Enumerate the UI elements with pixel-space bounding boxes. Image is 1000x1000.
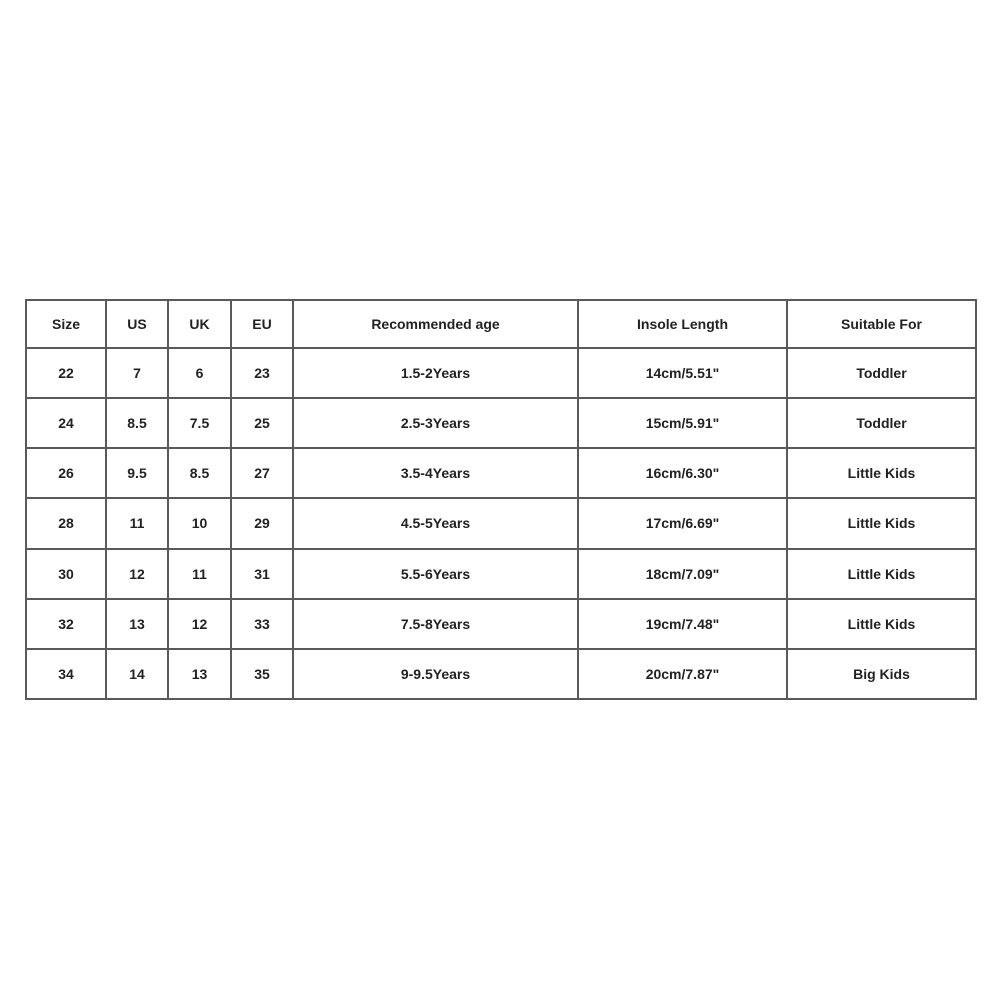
cell-recommended-age: 7.5-8Years: [293, 599, 578, 649]
cell-us: 7: [106, 348, 168, 398]
size-chart-table: [25, 299, 977, 700]
cell-recommended-age: 4.5-5Years: [293, 498, 578, 548]
cell-uk: 8.5: [168, 448, 231, 498]
header-suitable-for: Suitable For: [787, 300, 976, 348]
cell-size: 28: [26, 498, 106, 548]
cell-eu: 23: [231, 348, 293, 398]
table-row: [26, 398, 976, 448]
cell-insole-length: 16cm/6.30": [578, 448, 787, 498]
header-size: Size: [26, 300, 106, 348]
cell-suitable-for: Toddler: [787, 398, 976, 448]
cell-size: 32: [26, 599, 106, 649]
cell-us: 14: [106, 649, 168, 699]
cell-eu: 33: [231, 599, 293, 649]
cell-suitable-for: Little Kids: [787, 549, 976, 599]
cell-size: 22: [26, 348, 106, 398]
cell-uk: 11: [168, 549, 231, 599]
cell-size: 26: [26, 448, 106, 498]
cell-size: 34: [26, 649, 106, 699]
table-header-row: [26, 300, 976, 348]
table-row: [26, 599, 976, 649]
cell-us: 12: [106, 549, 168, 599]
cell-recommended-age: 5.5-6Years: [293, 549, 578, 599]
cell-recommended-age: 1.5-2Years: [293, 348, 578, 398]
cell-suitable-for: Toddler: [787, 348, 976, 398]
cell-suitable-for: Big Kids: [787, 649, 976, 699]
cell-us: 11: [106, 498, 168, 548]
table-row: [26, 348, 976, 398]
cell-size: 24: [26, 398, 106, 448]
cell-recommended-age: 2.5-3Years: [293, 398, 578, 448]
cell-eu: 27: [231, 448, 293, 498]
cell-insole-length: 19cm/7.48": [578, 599, 787, 649]
header-insole-length: Insole Length: [578, 300, 787, 348]
cell-insole-length: 20cm/7.87": [578, 649, 787, 699]
cell-suitable-for: Little Kids: [787, 498, 976, 548]
table-row: [26, 649, 976, 699]
cell-us: 9.5: [106, 448, 168, 498]
table-row: [26, 549, 976, 599]
cell-recommended-age: 9-9.5Years: [293, 649, 578, 699]
header-uk: UK: [168, 300, 231, 348]
cell-insole-length: 15cm/5.91": [578, 398, 787, 448]
cell-insole-length: 17cm/6.69": [578, 498, 787, 548]
cell-us: 13: [106, 599, 168, 649]
table-row: [26, 498, 976, 548]
header-eu: EU: [231, 300, 293, 348]
cell-uk: 6: [168, 348, 231, 398]
cell-uk: 13: [168, 649, 231, 699]
cell-size: 30: [26, 549, 106, 599]
cell-us: 8.5: [106, 398, 168, 448]
cell-insole-length: 18cm/7.09": [578, 549, 787, 599]
cell-eu: 25: [231, 398, 293, 448]
header-us: US: [106, 300, 168, 348]
cell-uk: 10: [168, 498, 231, 548]
header-recommended-age: Recommended age: [293, 300, 578, 348]
table-row: [26, 448, 976, 498]
cell-recommended-age: 3.5-4Years: [293, 448, 578, 498]
cell-uk: 7.5: [168, 398, 231, 448]
cell-eu: 29: [231, 498, 293, 548]
cell-uk: 12: [168, 599, 231, 649]
cell-insole-length: 14cm/5.51": [578, 348, 787, 398]
cell-suitable-for: Little Kids: [787, 448, 976, 498]
cell-suitable-for: Little Kids: [787, 599, 976, 649]
cell-eu: 31: [231, 549, 293, 599]
cell-eu: 35: [231, 649, 293, 699]
